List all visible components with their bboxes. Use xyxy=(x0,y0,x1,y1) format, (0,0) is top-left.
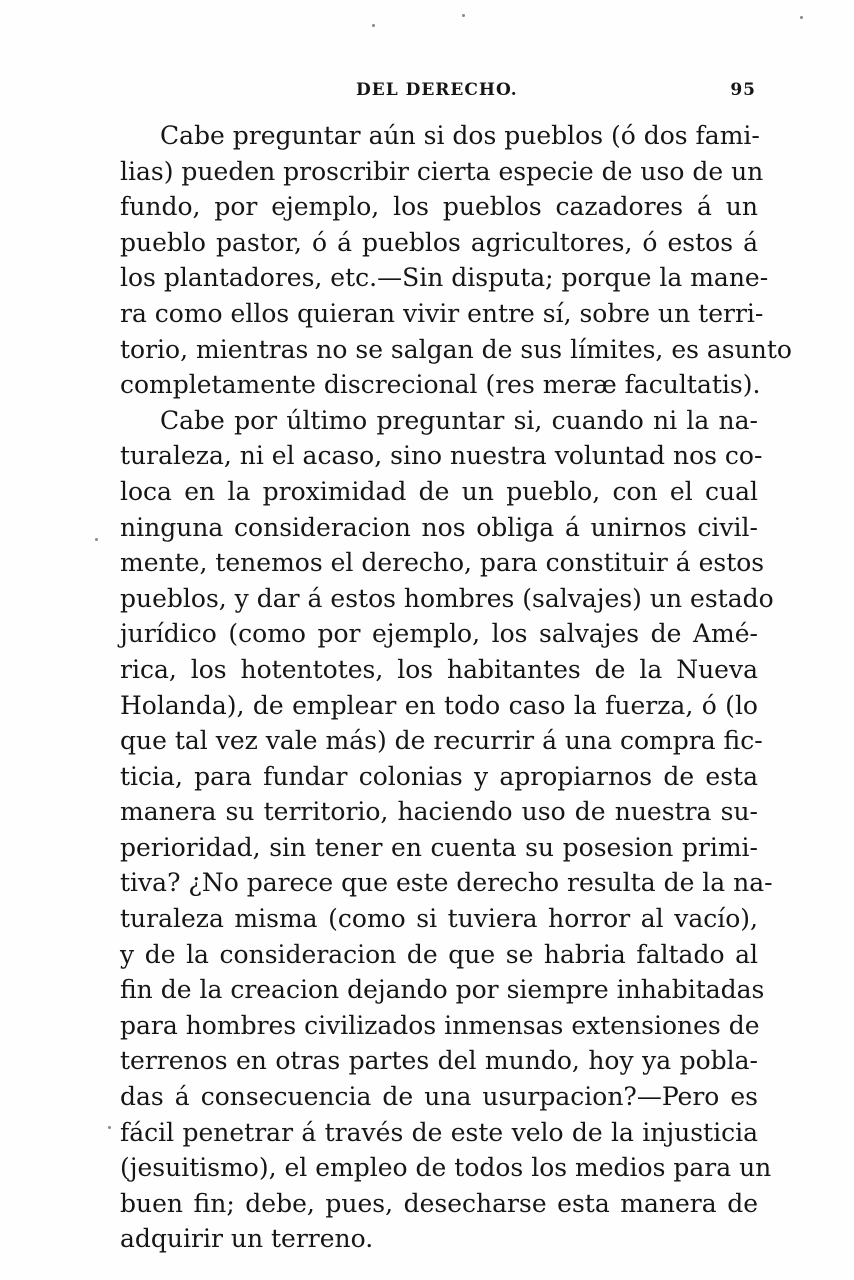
text-line: perioridad, sin tener en cuenta su posesion primi- xyxy=(120,832,758,862)
text-line: loca en la proximidad de un pueblo, con el cual xyxy=(120,476,758,506)
page-number: 95 xyxy=(730,80,756,100)
text-line: turaleza misma (como si tuviera horror al vacío), xyxy=(120,904,758,934)
text-line: rica, los hotentotes, los habitantes de la Nueva xyxy=(120,654,758,684)
text-line: adquirir un terreno. xyxy=(120,1224,374,1254)
body-text xyxy=(120,118,792,1257)
text-line: terrenos en otras partes del mundo, hoy ya pobla- xyxy=(120,1046,758,1076)
text-line: para hombres civilizados inmensas extensiones de xyxy=(120,1010,760,1040)
text-line: turaleza, ni el acaso, sino nuestra voluntad nos co- xyxy=(120,441,763,471)
text-line: pueblo pastor, ó á pueblos agricultores, ó estos á xyxy=(120,227,758,257)
text-line: fundo, por ejemplo, los pueblos cazadores á un xyxy=(120,192,758,222)
text-line: mente, tenemos el derecho, para constituir á estos xyxy=(120,548,765,578)
paper-speck xyxy=(372,24,375,27)
text-line: ticia, para fundar colonias y apropiarnos de esta xyxy=(120,761,758,791)
text-line: jurídico (como por ejemplo, los salvajes de Amé- xyxy=(120,619,758,649)
running-head xyxy=(120,80,766,104)
text-line: das á consecuencia de una usurpacion?—Pero es xyxy=(120,1082,758,1112)
text-line: pueblos, y dar á estos hombres (salvajes) un estado xyxy=(120,583,774,613)
text-line: torio, mientras no se salgan de sus límites, es asunto xyxy=(120,334,792,364)
paper-speck xyxy=(800,16,803,19)
text-line: ra como ellos quieran vivir entre sí, sobre un terri- xyxy=(120,298,764,328)
text-line: (jesuitismo), el empleo de todos los medios para un xyxy=(120,1153,772,1183)
text-line: Cabe preguntar aún si dos pueblos (ó dos fami- xyxy=(160,121,760,150)
text-line: y de la consideracion de que se habria faltado al xyxy=(120,939,758,969)
text-line: los plantadores, etc.—Sin disputa; porque la mane- xyxy=(120,263,769,293)
text-line: manera su territorio, haciendo uso de nuestra su- xyxy=(120,797,758,827)
text-line: buen fin; debe, pues, desecharse esta manera de xyxy=(120,1188,758,1218)
paper-speck xyxy=(462,14,465,17)
text-line: Holanda), de emplear en todo caso la fuerza, ó (lo xyxy=(120,690,758,720)
text-line: ninguna consideracion nos obliga á unirnos civil- xyxy=(120,512,758,542)
text-line: fin de la creacion dejando por siempre inhabitadas xyxy=(120,975,765,1005)
paper-speck xyxy=(108,1126,111,1129)
text-line: Cabe por último preguntar si, cuando ni la na- xyxy=(160,405,758,435)
text-line: lias) pueden proscribir cierta especie de uso de un xyxy=(120,156,764,186)
text-line: fácil penetrar á través de este velo de la injusticia xyxy=(120,1117,758,1147)
text-line: que tal vez vale más) de recurrir á una compra fic- xyxy=(120,726,763,756)
running-title: DEL DERECHO. xyxy=(356,80,518,100)
paper-speck xyxy=(95,538,98,541)
text-line: completamente discrecional (res meræ facultatis). xyxy=(120,370,761,400)
text-line: tiva? ¿No parece que este derecho resulta de la na- xyxy=(120,868,773,898)
